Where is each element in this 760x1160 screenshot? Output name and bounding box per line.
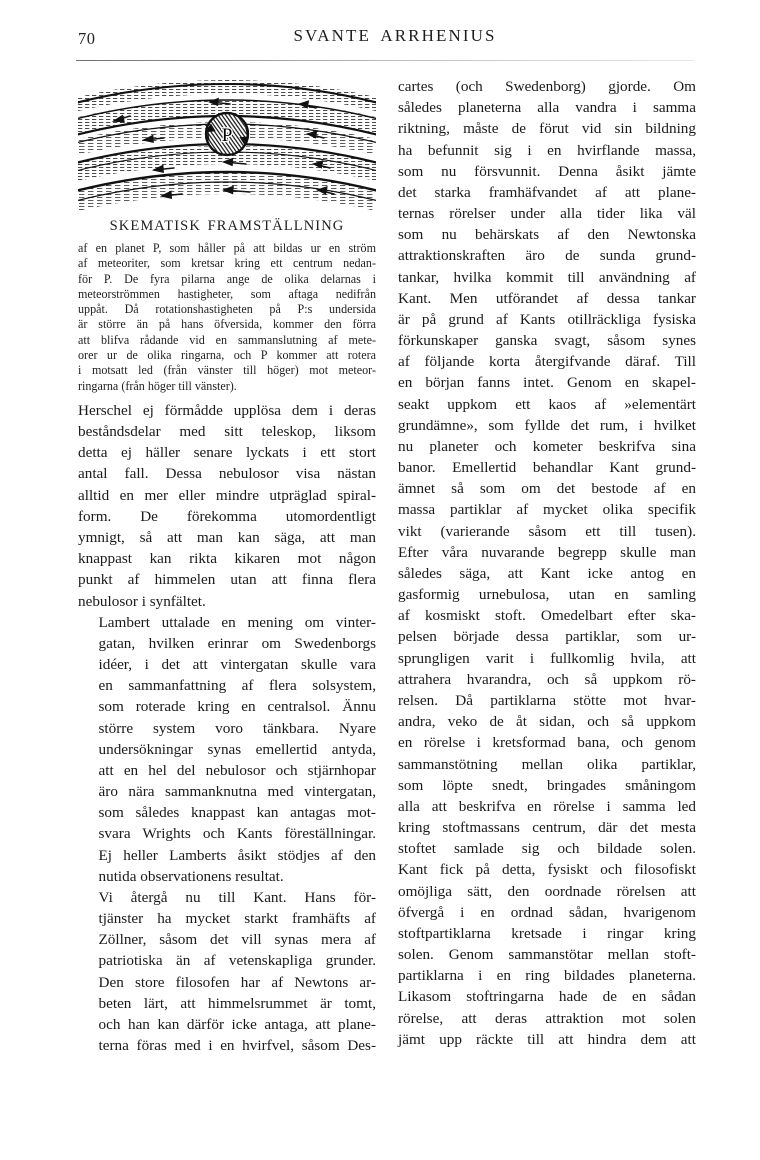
text-line: andra, veko de åt sidan, och så uppkom (398, 713, 696, 731)
text-line: Vi återgå nu till Kant. Hans för- (98, 888, 376, 906)
caption-line: för P. De fyra pilarna ange de olika delarnas i (78, 271, 376, 286)
text-line: äro nära sammanknutna med vintergatan, (98, 783, 376, 801)
text-line: ämnet så som om det bestode af en (398, 480, 696, 498)
caption-line: ringarna (från höger till vänster). (78, 378, 237, 393)
left-column-body (78, 400, 376, 1056)
text-line: attraktionskraften äro de sunda grund- (398, 247, 696, 265)
planet-p-glyph (206, 113, 248, 155)
text-line: som löpte snedt, bringades småningom (398, 776, 696, 794)
right-column (398, 76, 696, 1056)
paragraph (78, 612, 376, 887)
text-line: tankar, hvilka kommit till användning af (398, 268, 696, 286)
left-column (78, 76, 376, 1056)
text-line: af följande korta återgifvande däraf. Till (398, 353, 696, 371)
running-head-title: SVANTE ARRHENIUS (293, 26, 497, 45)
text-line: patriotiska än af vetenskapliga grunder. (98, 952, 376, 970)
text-line: beståndsdelar med sitt teleskop, liksom (78, 423, 376, 441)
running-head (78, 26, 698, 54)
caption-line: af meteoriter, som kretsar kring ett centrum nedan- (78, 256, 376, 271)
figure-skematisk-framstallning (78, 76, 376, 394)
header-rule (76, 60, 694, 61)
text-line: således säga, att Kant icke antog en (398, 564, 696, 582)
caption-line: af en planet P, som håller på att bildas ur en ström (78, 241, 376, 255)
text-line: Kant. Men utförandet af dessa tankar (398, 289, 696, 307)
figure-caption-title: SKEMATISK FRAMSTÄLLNING (109, 218, 345, 234)
page-number: 70 (78, 29, 96, 48)
text-line: att en hel del nebulosor och stjärnhopar (98, 761, 376, 779)
text-line: solen. Genom sammanstötar mellan stoft- (398, 946, 696, 964)
text-line: form. De förekomma utomordentligt (78, 507, 376, 525)
figure-caption (78, 218, 376, 394)
text-line: ymnigt, så att man kan säga, att man (78, 529, 376, 546)
text-line: beten lärt, att himmelsrummet är tomt, (98, 994, 376, 1012)
text-line: en rörelse i kretsformad bana, och genom (398, 734, 696, 752)
text-line: gatan, hvilken erinrar om Swedenborgs (98, 634, 376, 652)
text-line: större system voro tänkbara. Nyare (98, 719, 376, 737)
right-column-body (398, 76, 696, 1050)
text-line: pelsen började dessa partiklar, som ur- (398, 628, 696, 646)
text-line: relsen. Då partiklarna stötte mot hvar- (398, 691, 696, 709)
text-line: som nu försvunnit. Denna åsikt jämte (398, 162, 696, 180)
text-line: attrahera hvarandra, och så uppkom rö- (398, 670, 696, 688)
text-line: en början fanns intet. Genom en skapel- (398, 374, 696, 392)
text-line: af kosmiskt stoft. Omedelbart efter ska- (398, 607, 696, 625)
caption-line: uppåt. Då rotationshastigheten på P:s undersida (78, 302, 376, 317)
text-line: massa partiklar af mycket olika specifik (398, 501, 696, 519)
text-line: partiklarna i en ring bildades planeterna. (398, 967, 696, 985)
text-line: Lambert uttalade en mening om vinter- (98, 613, 376, 631)
meteor-stream-diagram (78, 76, 376, 210)
text-line: det starka framhäfvandet af att plane- (398, 183, 696, 201)
text-line: Zöllner, såsom det vill synas mera af (98, 931, 376, 949)
text-line: stoftpartiklarna kretsade i ringar kring (398, 924, 696, 942)
text-line: svara Wrights och Kants föreställningar. (98, 825, 376, 843)
text-line: knappast kan rikta kikaren mot någon (78, 550, 376, 568)
text-line: nu planeter och kometer beskrifva sina (398, 437, 696, 455)
text-line: rörelse, att deras attraktion mot solen (398, 1009, 696, 1027)
figure-caption-body (78, 241, 376, 394)
text-line: Efter våra nuvarande begrepp skulle man (398, 543, 696, 561)
text-line: gasformig urnebulosa, utan en samling (398, 586, 696, 604)
text-line: vikt (varierande såsom ett till tusen). (398, 522, 696, 540)
text-line: Ej heller Lamberts åsikt stödjes af den (98, 846, 376, 864)
text-line: som således knappast kan antagas mot- (98, 804, 376, 822)
text-line: och han kan därför icke antaga, att plane- (98, 1015, 376, 1033)
text-line: Kant fick på detta, fysiskt och filosofiskt (398, 861, 696, 879)
two-column-layout (78, 76, 696, 1056)
text-line: alltid en mer eller mindre utpräglad spiral- (78, 486, 376, 504)
text-line: sammanstötning mellan olika partiklar, (398, 755, 696, 773)
caption-line: i motsatt led (från vänster till höger) mot meteor- (78, 363, 376, 378)
text-line: stoftet samlade sig och bildade solen. (398, 840, 696, 858)
text-line: detta ej häller senare lyckats i ett stort (78, 444, 376, 462)
text-line: omöjliga sätt, den oordnade rörelsen att (398, 882, 696, 900)
text-line: kring stoftmassans centrum, där det mesta (398, 819, 696, 837)
caption-line: att blifva rådande vid en sammanslutning af mete- (78, 332, 376, 347)
text-line: cartes (och Swedenborg) gjorde. Om (398, 78, 696, 95)
paragraph (78, 400, 376, 612)
text-line: idéer, i det att vintergatan skulle vara (98, 656, 376, 674)
text-line: tjänster ha mycket starkt framhäfts af (98, 910, 376, 928)
text-line: grundämne», som fyllde det rum, i hvilket (398, 416, 696, 434)
text-line: öfvergå i en ordnad sådan, hvarigenom (398, 903, 696, 921)
text-line: är på grund af Kants otillräckliga fysiska (398, 310, 696, 328)
paragraph (78, 887, 376, 1056)
caption-line: orer ur de olika ringarna, och P kommer att rotera (78, 348, 376, 363)
text-line: Den store filosofen har af Newtons ar- (98, 973, 376, 991)
text-line: sprungligen varit i fullkomlig hvila, att (398, 649, 696, 667)
text-line: ha befunnit sig i en hvirflande massa, (398, 141, 696, 159)
text-line: nebulosor i synfältet. (78, 592, 206, 610)
text-line: Likasom stoftringarna hade de en sådan (398, 988, 696, 1006)
text-line: seakt uppkom ett kaos af »elementärt (398, 395, 696, 413)
text-line: banor. Emellertid behandlar Kant grund- (398, 459, 696, 477)
planet-label: P (221, 125, 233, 146)
text-line: ternas rörelser under alla tider lika väl (398, 205, 696, 223)
text-line: en sammanfattning af flera solsystem, (98, 677, 376, 695)
text-line: antal fall. Dessa nebulosor visa nästan (78, 465, 376, 483)
paragraph (398, 76, 696, 1050)
text-line: punkt af himmelen utan att finna flera (78, 571, 376, 589)
text-line: riktning, måste de förut vid sin bildning (398, 120, 696, 138)
text-line: som nu behärskats af den Newtonska (398, 226, 696, 244)
text-line: terna föras med i en hvirfvel, såsom Des- (98, 1037, 376, 1055)
caption-line: meteorströmmen hastigheter, som aftaga nedifrån (78, 286, 376, 301)
text-line: alla att beskrifva en rörelse i samma led (398, 797, 696, 815)
text-line: således planeterna alla vandra i samma (398, 99, 696, 117)
text-line: jämt upp räckte till att hindra dem att (398, 1030, 696, 1048)
text-line: undersökningar synas emellertid antyda, (98, 740, 376, 758)
caption-line: är större än på hans öfversida, kommer den förra (78, 317, 376, 332)
text-line: Herschel ej förmådde upplösa dem i deras (78, 401, 376, 419)
text-line: som roterade kring en centralsol. Ännu (98, 698, 376, 716)
text-line: nutida observationens resultat. (98, 867, 284, 885)
text-line: förkunskaper ganska svagt, såsom synes (398, 332, 696, 350)
